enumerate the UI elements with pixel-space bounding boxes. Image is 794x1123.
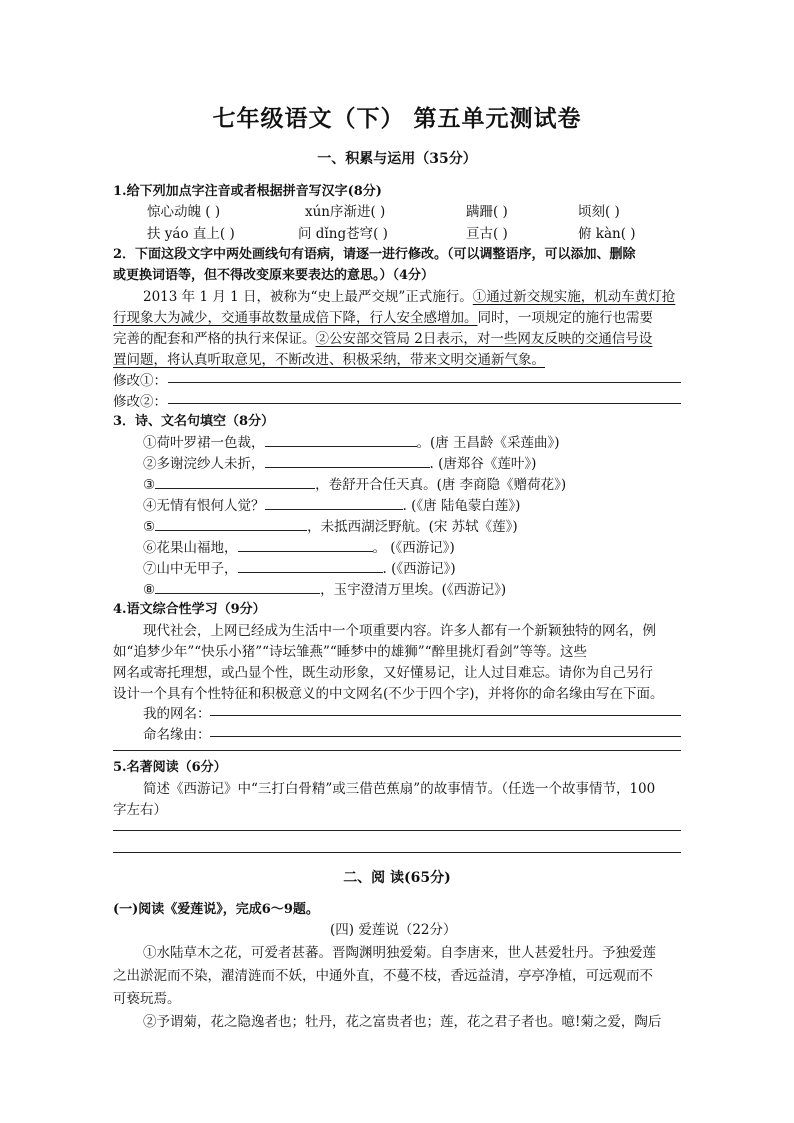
q5-answer-line-2[interactable] (113, 852, 681, 853)
question-3-heading: 3．诗、文名句填空（8分） (113, 414, 275, 429)
poem-blank-6[interactable] (238, 539, 373, 552)
q5-prompt-line-2: 字左右） (113, 802, 167, 818)
question-5-heading: 5.名著阅读（6分） (113, 760, 227, 775)
page-title: 七年级语文（下） 第五单元测试卷 (212, 105, 582, 132)
q1-item-6: 问 dǐng苍穹( ) (298, 226, 388, 242)
q4-paragraph-line-4: 设计一个具有个性特征和积极意义的中文网名(不少于四个字)，并将你的命名缘由写在下面。 (113, 686, 664, 702)
fix-2-label: 修改②： (113, 394, 167, 410)
q2-paragraph-line-3: 完善的配套和严格的执行来保证。②公安部交管局 2日表示，对一些网友反映的交通信号设 (113, 331, 653, 347)
poem-blank-1[interactable] (265, 434, 417, 447)
name-reason-answer-line[interactable] (210, 736, 681, 737)
passage-line-4: ②予谓菊，花之隐逸者也；牡丹，花之富贵者也；莲，花之君子者也。噫!菊之爱，陶后 (143, 1014, 662, 1030)
q1-item-4: 顷刻( ) (578, 204, 620, 220)
poem-line-4: ④无情有恨何人觉？ . (《唐 陆龟蒙白莲》) (143, 498, 521, 514)
name-reason-answer-line-2[interactable] (113, 750, 681, 751)
section-heading-accumulation: 一、积累与运用（35分） (317, 151, 477, 167)
poem-blank-4[interactable] (265, 497, 403, 510)
poem-line-6: ⑥花果山福地， 。 (《西游记》) (143, 540, 455, 556)
poem-blank-7[interactable] (238, 560, 383, 573)
question-2-heading-cont: 或更换词语等，但不得改变原来要表达的意思。）（4分） (113, 268, 435, 283)
q4-paragraph-line-1: 现代社会，上网已经成为生活中一个项重要内容。许多人都有一个新颖独特的网名，例 (143, 623, 656, 639)
passage-line-1: ①水陆草木之花，可爱者甚蕃。晋陶渊明独爱菊。自李唐来，世人甚爱牡丹。予独爱莲 (143, 945, 656, 961)
poem-blank-2[interactable] (265, 455, 430, 468)
poem-blank-5[interactable] (155, 518, 307, 531)
poem-line-2: ②多谢浣纱人未折， . (唐郑谷《莲叶》) (143, 456, 537, 472)
question-2-heading: 2．下面这段文字中两处画线句有语病，请逐一进行修改。（可以调整语序，可以添加、删除 (113, 247, 636, 262)
q2-paragraph-line-4: 置问题，将认真听取意见，不断改进、积极采纳，带来文明交通新气象。 (113, 352, 545, 368)
net-name-label: 我的网名： (143, 706, 211, 722)
section-heading-reading: 二、阅 读(65分) (343, 870, 451, 886)
reading-passage-title: (四) 爱莲说（22分） (330, 922, 457, 938)
poem-blank-8[interactable] (155, 581, 320, 594)
q5-prompt-line-1: 简述《西游记》中“三打白骨精”或三借芭蕉扇”的故事情节。（任选一个故事情节，100 (143, 781, 656, 797)
q2-paragraph-line-2: 行现象大为减少，交通事故数量成倍下降，行人安全感增加。同时，一项规定的施行也需要 (113, 310, 653, 326)
q4-paragraph-line-2: 如“追梦少年”“快乐小猪”“诗坛雏燕”“睡梦中的雄狮”“醉里挑灯看剑”等等。这些 (113, 644, 588, 660)
q1-item-1: 惊心动魄 ( ) (147, 204, 221, 220)
q1-item-8: 俯 kàn( ) (578, 226, 636, 242)
passage-line-3: 可亵玩焉。 (113, 991, 181, 1007)
passage-line-2: 之出淤泥而不染，濯清涟而不妖，中通外直，不蔓不枝，香远益清，亭亭净植，可远观而不 (113, 968, 653, 984)
net-name-answer-line[interactable] (210, 715, 681, 716)
q4-paragraph-line-3: 网名或寄托理想，或凸显个性，既生动形象，又好懂易记，让人过目难忘。请你为自己另行 (113, 665, 653, 681)
fix-2-answer-line[interactable] (168, 403, 681, 404)
name-reason-label: 命名缘由： (143, 727, 211, 743)
poem-blank-3[interactable] (155, 476, 315, 489)
question-4-heading: 4.语文综合性学习（9分） (113, 602, 266, 617)
q1-item-2: xún序渐进( ) (305, 204, 386, 220)
reading-intro: (一)阅读《爱莲说》，完成6～9题。 (113, 902, 319, 917)
q1-item-3: 蹒跚( ) (466, 204, 508, 220)
q1-item-5: 扶 yáo 直上( ) (147, 226, 235, 242)
question-1-heading: 1.给下列加点字注音或者根据拼音写汉字(8分) (113, 184, 382, 199)
poem-line-8: ⑧ ，玉宇澄清万里埃。(《西游记》) (143, 582, 507, 598)
poem-line-7: ⑦山中无甲子， . (《西游记》) (143, 561, 456, 577)
poem-line-5: ⑤ ，未抵西湖泛野航。(宋 苏轼《莲》) (143, 519, 518, 535)
fix-1-label: 修改①： (113, 373, 167, 389)
poem-line-1: ①荷叶罗裙一色裁， 。(唐 王昌龄《采莲曲》) (143, 435, 560, 451)
q5-answer-line-1[interactable] (113, 830, 681, 831)
fix-1-answer-line[interactable] (168, 382, 681, 383)
q1-item-7: 亘古( ) (466, 226, 508, 242)
q2-paragraph-line-1: 2013 年 1 月 1 日，被称为“史上最严交规”正式施行。①通过新交规实施，机动车黄灯抢 (143, 289, 676, 305)
poem-line-3: ③ ，卷舒开合任天真。(唐 李商隐《赠荷花》) (143, 477, 567, 493)
